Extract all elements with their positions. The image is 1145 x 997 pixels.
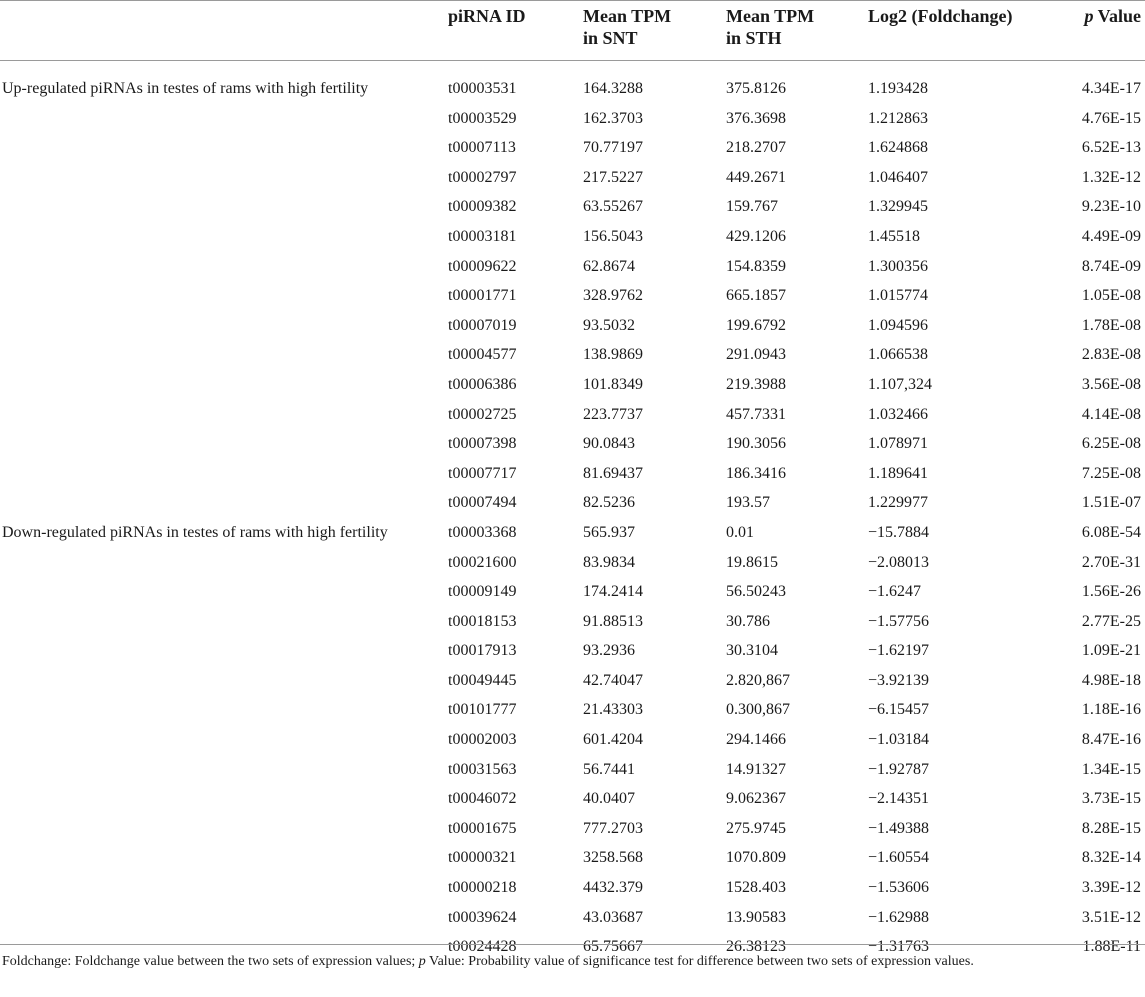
log2-foldchange-cell: −1.92787 <box>868 760 930 778</box>
mean-tpm-sth-cell: 30.3104 <box>726 642 778 660</box>
table-row <box>0 163 1145 193</box>
header-mean-tpm-snt: Mean TPM in SNT <box>583 6 672 48</box>
table-row <box>0 843 1145 873</box>
mean-tpm-snt-cell: 4432.379 <box>583 879 643 897</box>
p-value-cell: 1.51E-07 <box>1081 494 1141 512</box>
mean-tpm-sth-cell: 219.3988 <box>726 375 786 393</box>
table-row <box>0 429 1145 459</box>
p-value-cell: 1.56E-26 <box>1081 583 1141 601</box>
mean-tpm-snt-cell: 21.43303 <box>583 701 643 719</box>
log2-foldchange-cell: −2.14351 <box>868 790 930 808</box>
table-row <box>0 518 1145 548</box>
pirna-id-cell: t00049445 <box>448 671 517 689</box>
table-row <box>0 340 1145 370</box>
mean-tpm-sth-cell: 186.3416 <box>726 464 786 482</box>
mean-tpm-sth-cell: 13.90583 <box>726 908 786 926</box>
table-row <box>0 459 1145 489</box>
mean-tpm-sth-cell: 9.062367 <box>726 790 786 808</box>
log2-foldchange-cell: 1.032466 <box>868 405 928 423</box>
table-top-rule <box>0 0 1145 1</box>
mean-tpm-snt-cell: 90.0843 <box>583 435 635 453</box>
mean-tpm-snt-cell: 91.88513 <box>583 612 643 630</box>
mean-tpm-sth-cell: 0.300,867 <box>726 701 790 719</box>
mean-tpm-snt-cell: 174.2414 <box>583 583 643 601</box>
log2-foldchange-cell: 1.189641 <box>868 464 928 482</box>
mean-tpm-sth-cell: 2.820,867 <box>726 671 790 689</box>
header-p-value: p Value <box>1084 6 1141 26</box>
table-row <box>0 548 1145 578</box>
log2-foldchange-cell: −1.62988 <box>868 908 930 926</box>
mean-tpm-snt-cell: 81.69437 <box>583 464 643 482</box>
pirna-id-cell: t00001771 <box>448 287 517 305</box>
p-value-cell: 1.32E-12 <box>1081 168 1141 186</box>
log2-foldchange-cell: 1.212863 <box>868 109 928 127</box>
header-rule <box>0 60 1145 61</box>
mean-tpm-snt-cell: 101.8349 <box>583 375 643 393</box>
mean-tpm-snt-cell: 82.5236 <box>583 494 635 512</box>
mean-tpm-sth-cell: 457.7331 <box>726 405 786 423</box>
log2-foldchange-cell: −1.03184 <box>868 731 930 749</box>
p-value-cell: 3.56E-08 <box>1081 375 1141 393</box>
mean-tpm-sth-cell: 294.1466 <box>726 731 786 749</box>
pirna-id-cell: t00003531 <box>448 80 517 97</box>
mean-tpm-sth-cell: 30.786 <box>726 612 770 630</box>
p-value-cell: 1.09E-21 <box>1081 642 1141 660</box>
log2-foldchange-cell: 1.193428 <box>868 80 928 97</box>
p-value-cell: 1.05E-08 <box>1081 287 1141 305</box>
header-pirna-id: piRNA ID <box>448 6 526 26</box>
p-value-cell: 2.83E-08 <box>1081 346 1141 364</box>
table-footnote: Foldchange: Foldchange value between the two sets of expression values; p Value: Probability value of significance test for difference between two sets of expression values. <box>2 954 974 969</box>
mean-tpm-sth-cell: 429.1206 <box>726 227 786 245</box>
p-value-cell: 2.70E-31 <box>1081 553 1141 571</box>
mean-tpm-sth-cell: 1070.809 <box>726 849 786 867</box>
pirna-id-cell: t00046072 <box>448 790 517 808</box>
p-value-cell: 6.08E-54 <box>1081 523 1141 541</box>
mean-tpm-snt-cell: 93.5032 <box>583 316 635 334</box>
p-value-cell: 4.98E-18 <box>1081 671 1141 689</box>
mean-tpm-snt-cell: 62.8674 <box>583 257 635 275</box>
pirna-id-cell: t00002797 <box>448 168 517 186</box>
log2-foldchange-cell: −15.7884 <box>868 523 930 541</box>
p-value-cell: 6.25E-08 <box>1081 435 1141 453</box>
table-row <box>0 755 1145 785</box>
log2-foldchange-cell: 1.624868 <box>868 139 928 157</box>
pirna-id-cell: t00007717 <box>448 464 517 482</box>
log2-foldchange-cell: −1.53606 <box>868 879 930 897</box>
pirna-id-cell: t00002003 <box>448 731 517 749</box>
pirna-id-cell: t00039624 <box>448 908 517 926</box>
pirna-id-cell: t00018153 <box>448 612 517 630</box>
log2-foldchange-cell: 1.229977 <box>868 494 928 512</box>
pirna-id-cell: t00007019 <box>448 316 517 334</box>
p-value-cell: 8.74E-09 <box>1081 257 1141 275</box>
table-row <box>0 192 1145 222</box>
mean-tpm-sth-cell: 19.8615 <box>726 553 778 571</box>
table-row <box>0 903 1145 933</box>
log2-foldchange-cell: 1.066538 <box>868 346 928 364</box>
table-row <box>0 725 1145 755</box>
table-row <box>0 400 1145 430</box>
mean-tpm-snt-cell: 217.5227 <box>583 168 643 186</box>
log2-foldchange-cell: −1.57756 <box>868 612 930 630</box>
mean-tpm-snt-cell: 601.4204 <box>583 731 643 749</box>
log2-foldchange-cell: −2.08013 <box>868 553 930 571</box>
p-value-cell: 3.51E-12 <box>1081 908 1141 926</box>
mean-tpm-snt-cell: 42.74047 <box>583 671 643 689</box>
p-value-cell: 4.49E-09 <box>1081 227 1141 245</box>
pirna-id-cell: t00007398 <box>448 435 517 453</box>
p-value-cell: 1.34E-15 <box>1081 760 1141 778</box>
pirna-id-cell: t00017913 <box>448 642 517 660</box>
p-value-cell: 4.34E-17 <box>1081 80 1141 97</box>
pirna-id-cell: t00004577 <box>448 346 517 364</box>
pirna-id-cell: t00000321 <box>448 849 517 867</box>
log2-foldchange-cell: −1.6247 <box>868 583 922 601</box>
p-value-cell: 1.78E-08 <box>1081 316 1141 334</box>
log2-foldchange-cell: −1.49388 <box>868 819 930 837</box>
mean-tpm-sth-cell: 291.0943 <box>726 346 786 364</box>
table-row <box>0 695 1145 725</box>
header-mean-tpm-sth: Mean TPM in STH <box>726 6 815 48</box>
pirna-id-cell: t00000218 <box>448 879 517 897</box>
mean-tpm-snt-cell: 70.77197 <box>583 139 643 157</box>
table-row <box>0 252 1145 282</box>
mean-tpm-snt-cell: 328.9762 <box>583 287 643 305</box>
p-value-cell: 3.73E-15 <box>1081 790 1141 808</box>
pirna-id-cell: t00002725 <box>448 405 517 423</box>
mean-tpm-sth-cell: 449.2671 <box>726 168 786 186</box>
mean-tpm-snt-cell: 83.9834 <box>583 553 635 571</box>
log2-foldchange-cell: 1.329945 <box>868 198 928 216</box>
table-row <box>0 370 1145 400</box>
mean-tpm-snt-cell: 56.7441 <box>583 760 635 778</box>
table-row <box>0 666 1145 696</box>
log2-foldchange-cell: 1.046407 <box>868 168 928 186</box>
mean-tpm-sth-cell: 665.1857 <box>726 287 786 305</box>
mean-tpm-snt-cell: 164.3288 <box>583 80 643 97</box>
table-row <box>0 133 1145 163</box>
pirna-id-cell: t00021600 <box>448 553 517 571</box>
p-value-cell: 4.76E-15 <box>1081 109 1141 127</box>
log2-foldchange-cell: −1.60554 <box>868 849 930 867</box>
p-value-cell: 4.14E-08 <box>1081 405 1141 423</box>
log2-foldchange-cell: 1.300356 <box>868 257 928 275</box>
mean-tpm-snt-cell: 43.03687 <box>583 908 643 926</box>
header-log2-foldchange: Log2 (Foldchange) <box>868 6 1013 26</box>
p-value-cell: 8.32E-14 <box>1081 849 1141 867</box>
table-row <box>0 636 1145 666</box>
table-row <box>0 74 1145 104</box>
mean-tpm-sth-cell: 154.8359 <box>726 257 786 275</box>
pirna-id-cell: t00006386 <box>448 375 517 393</box>
mean-tpm-sth-cell: 26.38123 <box>726 938 786 956</box>
table-row <box>0 311 1145 341</box>
table-row <box>0 784 1145 814</box>
pirna-id-cell: t00003368 <box>448 523 517 541</box>
pirna-id-cell: t00009382 <box>448 198 517 216</box>
mean-tpm-sth-cell: 193.57 <box>726 494 770 512</box>
mean-tpm-snt-cell: 3258.568 <box>583 849 643 867</box>
mean-tpm-snt-cell: 138.9869 <box>583 346 643 364</box>
mean-tpm-sth-cell: 56.50243 <box>726 583 786 601</box>
p-value-cell: 8.28E-15 <box>1081 819 1141 837</box>
log2-foldchange-cell: −3.92139 <box>868 671 930 689</box>
log2-foldchange-cell: 1.015774 <box>868 287 928 305</box>
table-row <box>0 222 1145 252</box>
mean-tpm-snt-cell: 777.2703 <box>583 819 643 837</box>
table-bottom-rule <box>0 944 1145 945</box>
group-label-up-regulated: Up-regulated piRNAs in testes of rams with high fertility <box>2 80 369 97</box>
mean-tpm-sth-cell: 159.767 <box>726 198 778 216</box>
mean-tpm-snt-cell: 65.75667 <box>583 938 643 956</box>
mean-tpm-sth-cell: 376.3698 <box>726 109 786 127</box>
log2-foldchange-cell: 1.107,324 <box>868 375 932 393</box>
p-value-cell: 8.47E-16 <box>1081 731 1141 749</box>
table-body <box>0 74 1145 962</box>
pirna-id-cell: t00009149 <box>448 583 517 601</box>
pirna-id-cell: t00031563 <box>448 760 517 778</box>
p-value-cell: 1.18E-16 <box>1081 701 1141 719</box>
p-value-cell: 6.52E-13 <box>1081 139 1141 157</box>
mean-tpm-sth-cell: 1528.403 <box>726 879 786 897</box>
table-row <box>0 814 1145 844</box>
log2-foldchange-cell: 1.094596 <box>868 316 928 334</box>
table-row <box>0 281 1145 311</box>
mean-tpm-snt-cell: 565.937 <box>583 523 635 541</box>
mean-tpm-snt-cell: 156.5043 <box>583 227 643 245</box>
mean-tpm-sth-cell: 190.3056 <box>726 435 786 453</box>
mean-tpm-sth-cell: 14.91327 <box>726 760 786 778</box>
pirna-id-cell: t00007494 <box>448 494 517 512</box>
log2-foldchange-cell: −1.31763 <box>868 938 930 956</box>
pirna-id-cell: t00024428 <box>448 938 517 956</box>
pirna-id-cell: t00009622 <box>448 257 517 275</box>
p-value-cell: 3.39E-12 <box>1081 879 1141 897</box>
p-value-cell: 9.23E-10 <box>1081 198 1141 216</box>
mean-tpm-snt-cell: 40.0407 <box>583 790 635 808</box>
p-value-cell: 7.25E-08 <box>1081 464 1141 482</box>
mean-tpm-sth-cell: 375.8126 <box>726 80 786 97</box>
pirna-id-cell: t00003529 <box>448 109 517 127</box>
p-value-cell: 2.77E-25 <box>1081 612 1141 630</box>
table-row <box>0 577 1145 607</box>
mean-tpm-snt-cell: 63.55267 <box>583 198 643 216</box>
table-row <box>0 873 1145 903</box>
pirna-id-cell: t00003181 <box>448 227 517 245</box>
group-label-down-regulated: Down-regulated piRNAs in testes of rams with high fertility <box>2 524 388 541</box>
log2-foldchange-cell: −6.15457 <box>868 701 930 719</box>
log2-foldchange-cell: 1.45518 <box>868 227 920 245</box>
table-row <box>0 488 1145 518</box>
pirna-id-cell: t00007113 <box>448 139 516 157</box>
log2-foldchange-cell: −1.62197 <box>868 642 930 660</box>
mean-tpm-sth-cell: 275.9745 <box>726 819 786 837</box>
p-value-cell: 1.88E-11 <box>1082 938 1141 956</box>
mean-tpm-sth-cell: 218.2707 <box>726 139 786 157</box>
table-row <box>0 607 1145 637</box>
mean-tpm-snt-cell: 223.7737 <box>583 405 643 423</box>
log2-foldchange-cell: 1.078971 <box>868 435 928 453</box>
mean-tpm-snt-cell: 93.2936 <box>583 642 635 660</box>
table-row <box>0 104 1145 134</box>
mean-tpm-snt-cell: 162.3703 <box>583 109 643 127</box>
pirna-id-cell: t00101777 <box>448 701 517 719</box>
pirna-id-cell: t00001675 <box>448 819 517 837</box>
mean-tpm-sth-cell: 199.6792 <box>726 316 786 334</box>
mean-tpm-sth-cell: 0.01 <box>726 523 754 541</box>
